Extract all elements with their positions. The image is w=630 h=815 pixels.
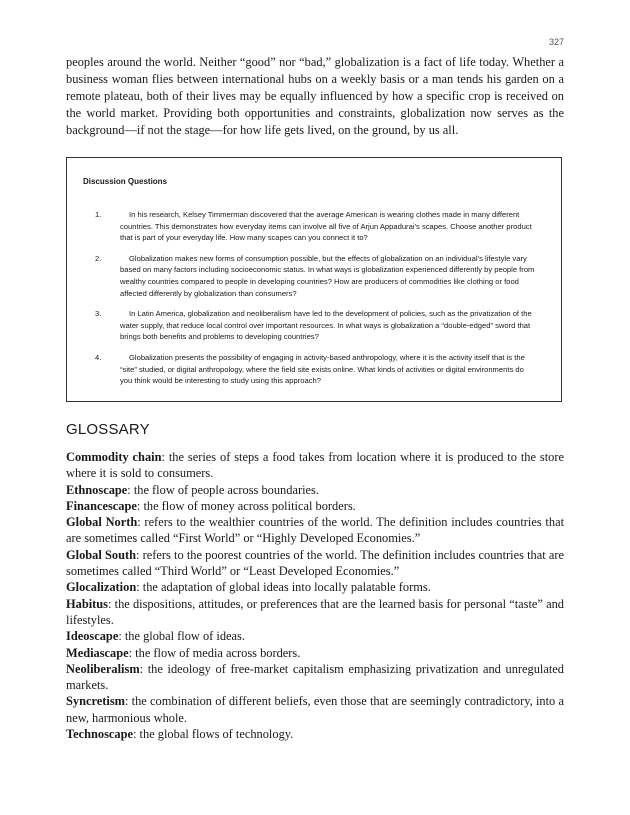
glossary-definition: : the flow of money across political borders. (136, 498, 356, 513)
glossary-term: Technoscape (66, 727, 134, 742)
glossary-entry (66, 482, 564, 498)
glossary-definition: : the global flow of ideas. (118, 629, 245, 644)
glossary-entry (66, 498, 564, 514)
question-text: Globalization presents the possibility of engaging in activity-based anthropology, where it is the activity itself that is the “site” studied, or digital anthropology, where the field site exists online. What kinds of activities or digital environments do you think would be interesting to study using this approach? (120, 352, 525, 386)
question-number: 2. (95, 253, 102, 263)
question-text: In Latin America, globalization and neoliberalism have led to the development of policies, such as the privatization of the water supply, that reduce local control over important resources. In what ways is globalization a “double-edged” sword that brings both benefits and problems to developing countries? (120, 309, 532, 342)
glossary-term: Mediascape (66, 645, 129, 660)
glossary-definition: : the combination of different beliefs, even those that are seemingly contradictory, into a new, harmonious whole. (66, 694, 564, 725)
glossary-definition: : the ideology of free-market capitalism emphasizing privatization and unregulated markets. (66, 661, 564, 693)
glossary-entry (66, 579, 564, 595)
glossary-definition: : the adaptation of global ideas into locally palatable forms. (136, 580, 431, 595)
glossary-list (66, 449, 564, 742)
glossary-entry (66, 693, 564, 726)
question-number: 1. (95, 210, 102, 219)
discussion-questions-title: Discussion Questions (83, 177, 168, 186)
glossary-entry (66, 596, 564, 629)
discussion-questions-list (95, 209, 535, 396)
question-text: In his research, Kelsey Timmerman discovered that the average American is wearing clothes made in many different countries. This demonstrates how everyday items can involve all five of Arjun Appadurai’s scapes. Choose another product that is part of your everyday life. How many scapes can you connect it to? (120, 210, 532, 243)
question-number: 4. (95, 352, 102, 362)
glossary-term: Neoliberalism (66, 661, 140, 676)
question-number: 3. (95, 309, 102, 319)
discussion-question (95, 308, 535, 343)
glossary-term: Glocalization (66, 580, 137, 595)
page-number: 327 (548, 37, 564, 47)
glossary-definition: : refers to the poorest countries of the world. The definition includes countries that are sometimes called “Third World” or “Least Developed Economies.” (66, 547, 564, 579)
glossary-term: Commodity chain (66, 450, 162, 464)
glossary-term: Ethnoscape (66, 482, 128, 497)
glossary-definition: : the series of steps a food takes from location where it is produced to the store where it is sold to consumers. (66, 450, 564, 481)
glossary-entry (66, 514, 564, 547)
glossary-entry (66, 449, 564, 482)
glossary-definition: : the global flows of technology. (133, 727, 294, 742)
glossary-term: Habitus (66, 596, 109, 611)
glossary-entry (66, 726, 564, 742)
glossary-term: Syncretism (66, 694, 125, 709)
discussion-question (95, 209, 535, 244)
discussion-questions-box (66, 157, 562, 402)
glossary-entry (66, 645, 564, 661)
glossary-entry (66, 661, 564, 694)
glossary-definition: : the flow of media across borders. (128, 645, 301, 660)
glossary-entry (66, 547, 564, 580)
glossary-definition: : refers to the wealthier countries of the world. The definition includes countries that are sometimes called “First World” or “Highly Developed Economies.” (66, 515, 565, 546)
glossary-term: Ideoscape (66, 629, 119, 644)
glossary-entry (66, 628, 564, 644)
glossary-term: Global South (66, 547, 136, 562)
glossary-term: Financescape (66, 498, 137, 513)
glossary-term: Global North (66, 515, 138, 530)
intro-paragraph: peoples around the world. Neither “good” nor “bad,” globalization is a fact of life today. Whether a business woman flies between international hubs on a weekly basis or a man tends his garden on a remote plateau, both of their lives may be equally influenced by how a specific crop is received on the world market. Providing both opportunities and constraints, globalization now serves as the background—if not the stage—for how life gets lived, on the ground, by us all. (66, 55, 564, 137)
discussion-question (95, 253, 535, 299)
question-text: Globalization makes new forms of consumption possible, but the effects of globalization on an individual’s lifestyle vary based on many factors including socioeconomic status. In what ways is globalization experienced differently by people from wealthy countries compared to people in developing countries? How are producers of commodities like clothing or food affected differently by globalization than consumers? (120, 253, 535, 298)
discussion-question (95, 352, 535, 387)
glossary-definition: : the flow of people across boundaries. (127, 482, 319, 497)
glossary-heading: GLOSSARY (66, 421, 150, 438)
glossary-definition: : the dispositions, attitudes, or preferences that are the learned basis for personal “taste” and lifestyles. (66, 596, 564, 627)
